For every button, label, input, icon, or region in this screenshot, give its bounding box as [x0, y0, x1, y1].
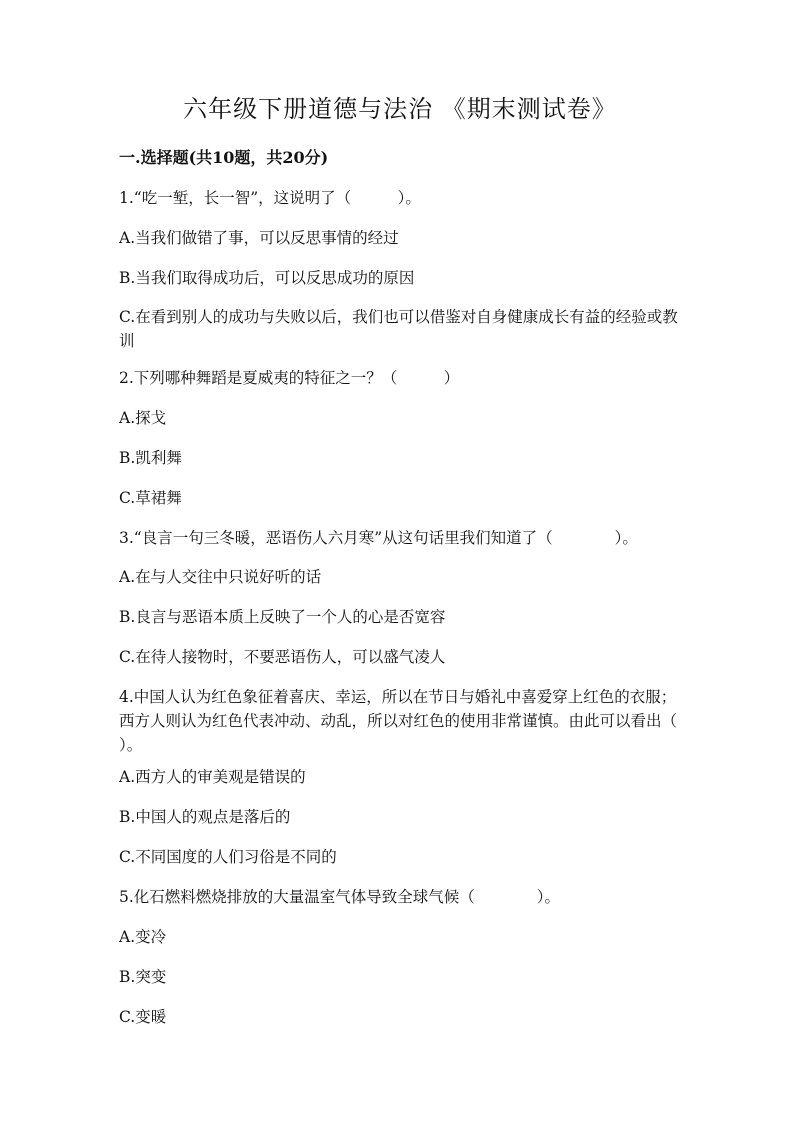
question-4-option-a: A.西方人的审美观是错误的 [119, 768, 306, 786]
page-title: 六年级下册道德与法治 《期末测试卷》 [183, 95, 617, 123]
question-1-option-c: C.在看到别人的成功与失败以后，我们也可以借鉴对自身健康成长有益的经验或教训 [119, 308, 678, 350]
question-5-option-b: B.突变 [119, 968, 167, 986]
question-3-option-a: A.在与人交往中只说好听的话 [119, 568, 322, 586]
question-4-option-b: B.中国人的观点是落后的 [119, 808, 291, 826]
question-3-stem: 3.“良言一句三冬暖，恶语伤人六月寒”从这句话里我们知道了（ ）。 [119, 529, 638, 547]
question-2-option-b: B.凯利舞 [119, 449, 182, 467]
section-heading: 一.选择题(共10题，共20分) [119, 148, 329, 167]
question-5-option-c: C.变暖 [119, 1008, 167, 1026]
question-5-stem: 5.化石燃料燃烧排放的大量温室气体导致全球气候（ ）。 [119, 888, 561, 906]
question-5-option-a: A.变冷 [119, 928, 167, 946]
question-1-stem: 1.“吃一堑，长一智”，这说明了（ ）。 [119, 189, 421, 207]
question-4-stem: 4.中国人认为红色象征着喜庆、幸运，所以在节日与婚礼中喜爱穿上红色的衣服；西方人则认为红色代表冲动、动乱，所以对红色的使用非常谨慎。由此可以看出（ ）。 [119, 688, 755, 754]
question-1-option-b: B.当我们取得成功后，可以反思成功的原因 [119, 269, 415, 287]
question-2-stem: 2.下列哪种舞蹈是夏威夷的特征之一？（ ） [119, 369, 460, 387]
question-3-option-c: C.在待人接物时，不要恶语伤人，可以盛气凌人 [119, 648, 446, 666]
question-2-option-a: A.探戈 [119, 409, 167, 427]
question-4-option-c: C.不同国度的人们习俗是不同的 [119, 848, 337, 866]
question-2-option-c: C.草裙舞 [119, 489, 182, 507]
question-1-option-a: A.当我们做错了事，可以反思事情的经过 [119, 229, 399, 247]
question-3-option-b: B.良言与恶语本质上反映了一个人的心是否宽容 [119, 608, 446, 626]
